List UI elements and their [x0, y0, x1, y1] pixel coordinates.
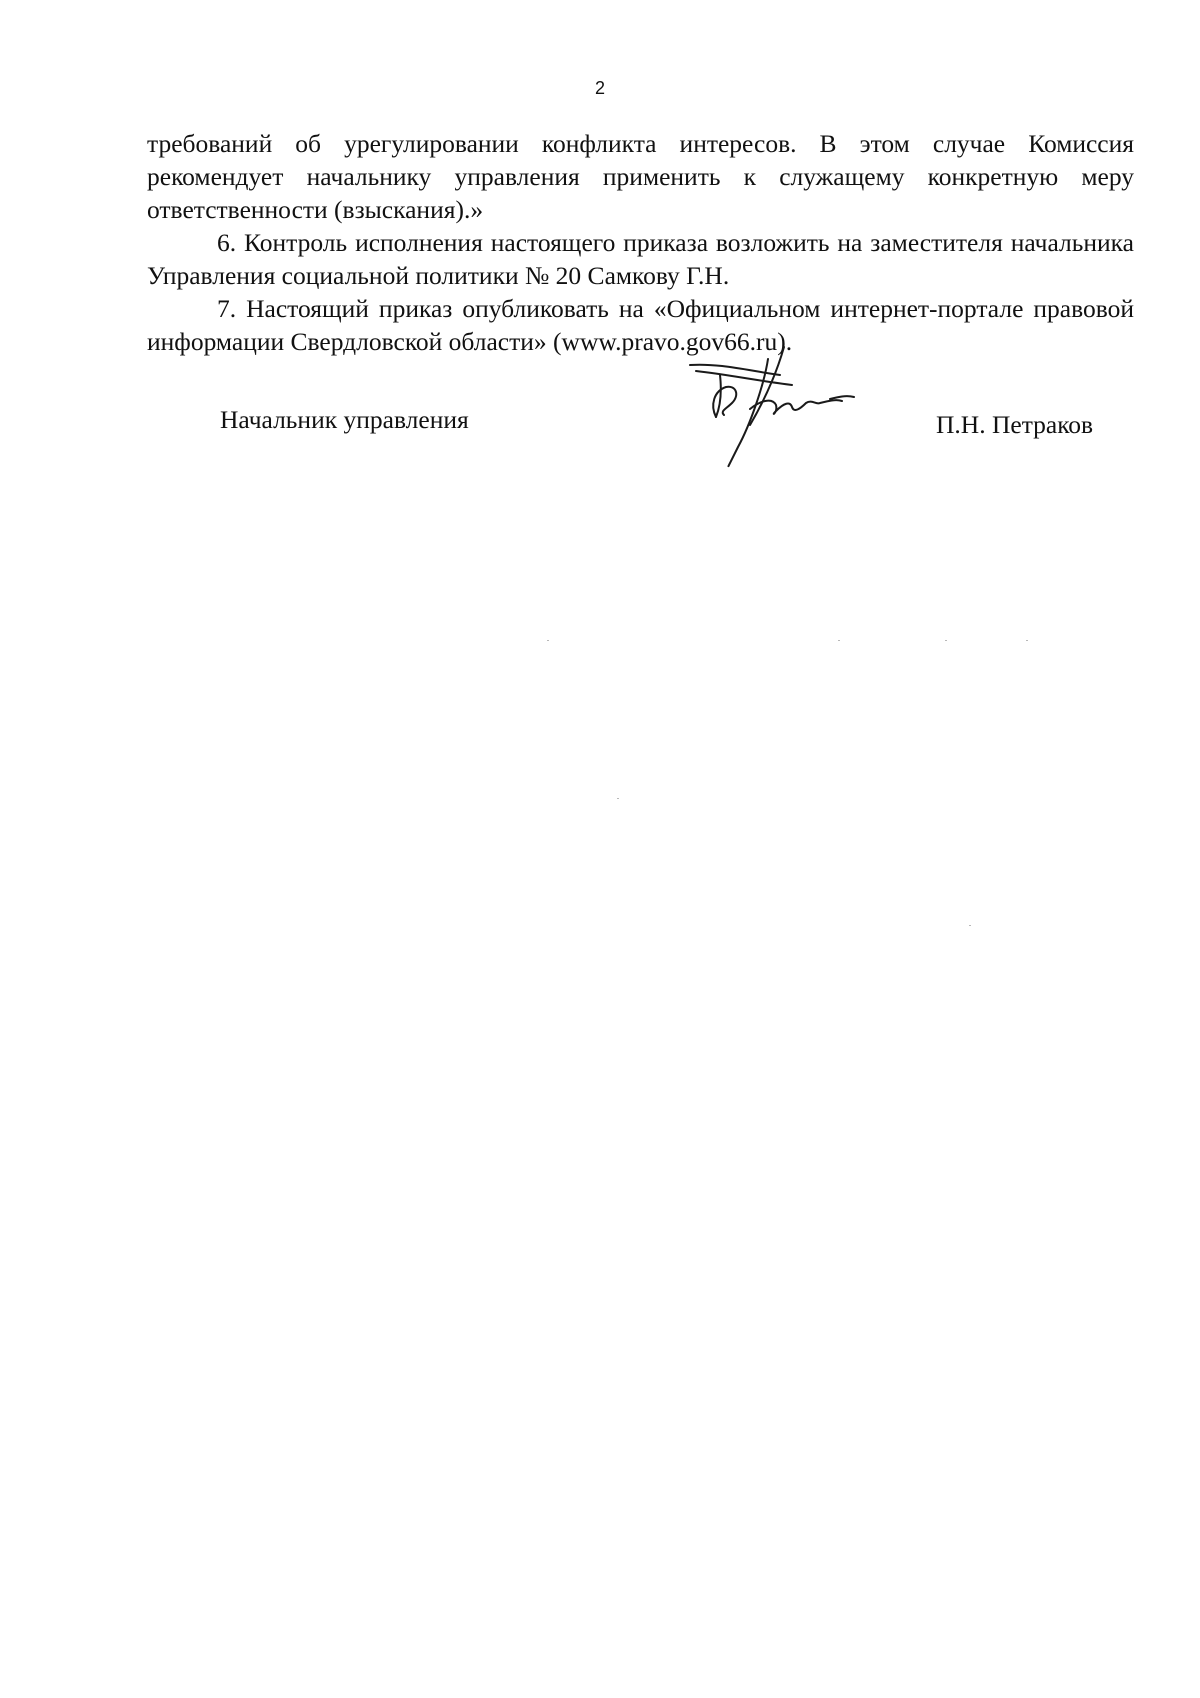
handwritten-signature	[680, 345, 910, 475]
signatory-name: П.Н. Петраков	[936, 410, 1094, 439]
scan-speck	[1026, 640, 1028, 641]
signatory-position: Начальник управления	[220, 405, 469, 434]
scan-speck	[838, 640, 840, 641]
paragraph-continuation: требований об урегулировании конфликта интересов. В этом случае Комиссия рекомендует начальнику управления применить к служащему конкретную меру ответственности (взыскания).»	[147, 129, 1134, 224]
scan-speck	[945, 640, 947, 641]
paragraph-item-6: 6. Контроль исполнения настоящего приказа возложить на заместителя начальника Управления социальной политики № 20 Самкову Г.Н.	[147, 228, 1134, 290]
document-body	[147, 127, 1134, 358]
scan-speck	[969, 925, 971, 926]
paragraph-item-7: 7. Настоящий приказ опубликовать на «Официальном интернет-портале правовой информации Свердловской области» (www.pravo.gov66.ru).	[147, 294, 1134, 356]
page-number: 2	[594, 78, 605, 98]
scan-speck	[547, 640, 549, 641]
scan-speck	[617, 798, 619, 799]
